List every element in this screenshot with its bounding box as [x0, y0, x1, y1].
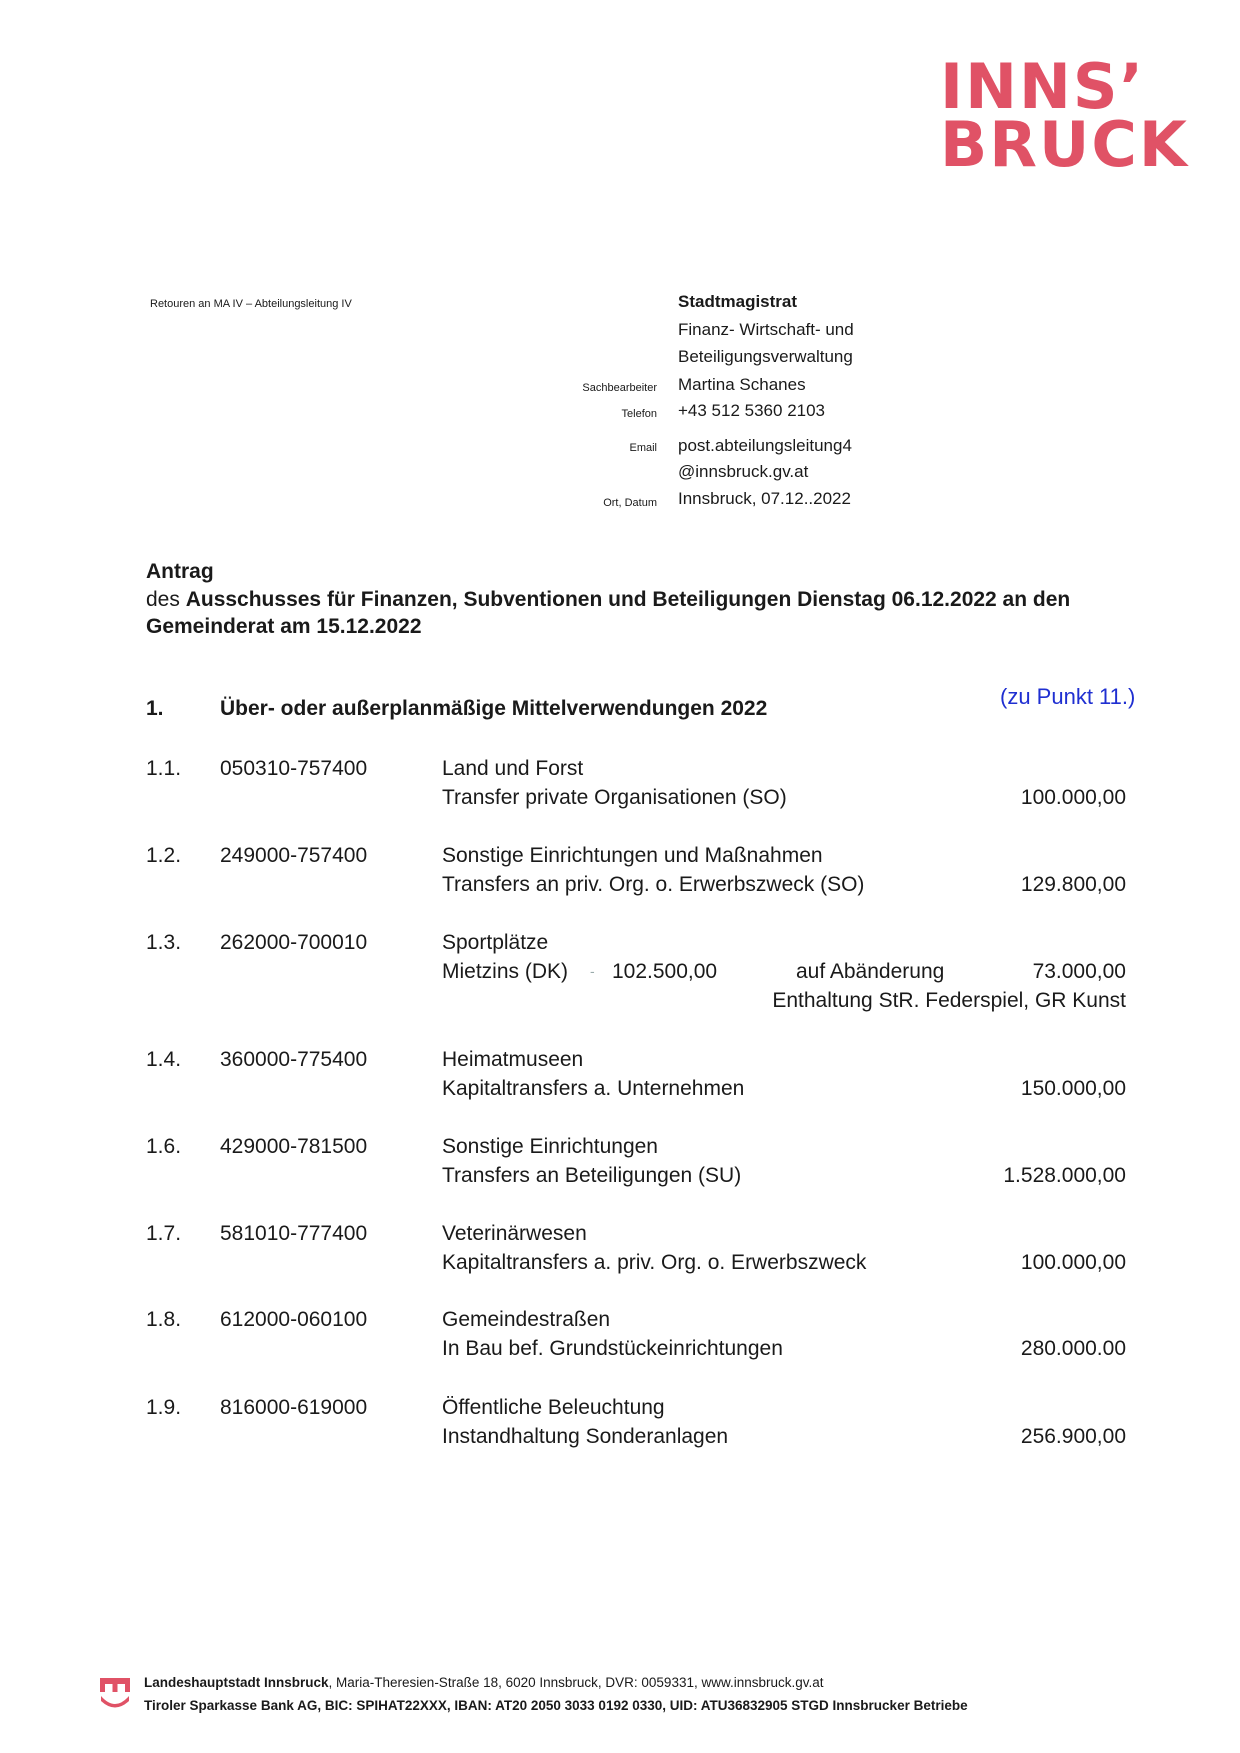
- item-code: 360000-775400: [220, 1048, 368, 1071]
- department: Stadtmagistrat: [678, 292, 798, 311]
- place-date-label: Ort, Datum: [603, 497, 657, 509]
- clerk-value: Martina Schanes: [678, 375, 806, 394]
- item-dash: -: [590, 963, 595, 979]
- item-number: 1.8.: [146, 1308, 182, 1331]
- item-number: 1.2.: [146, 844, 182, 867]
- item-code: 429000-781500: [220, 1135, 368, 1158]
- item-amount: 1.528.000,00: [1003, 1164, 1126, 1187]
- item-code: 581010-777400: [220, 1222, 368, 1245]
- item-description: Mietzins (DK): [442, 960, 569, 983]
- item-original-amount: 102.500,00: [612, 960, 718, 983]
- item-amount: 150.000,00: [1020, 1077, 1126, 1100]
- item-code: 050310-757400: [220, 757, 368, 780]
- item-amount: 280.000.00: [1020, 1337, 1126, 1360]
- section-reference: (zu Punkt 11.): [1000, 684, 1136, 709]
- item-number: 1.4.: [146, 1048, 182, 1071]
- item-description: Kapitaltransfers a. Unternehmen: [442, 1077, 745, 1100]
- phone-label: Telefon: [621, 408, 657, 420]
- item-description: Transfers an Beteiligungen (SU): [442, 1164, 742, 1187]
- item-title: Gemeindestraßen: [442, 1308, 611, 1331]
- item-description: Kapitaltransfers a. priv. Org. o. Erwerbszweck: [442, 1251, 867, 1274]
- email-value-line-2: @innsbruck.gv.at: [678, 462, 809, 481]
- item-title: Öffentliche Beleuchtung: [442, 1396, 665, 1419]
- item-title: Veterinärwesen: [442, 1222, 587, 1245]
- email-value-line-1: post.abteilungsleitung4: [678, 436, 852, 455]
- item-extra-note: Enthaltung StR. Federspiel, GR Kunst: [772, 989, 1126, 1012]
- item-title: Sonstige Einrichtungen: [442, 1135, 658, 1158]
- footer-line-1: [144, 1675, 824, 1690]
- item-description: Instandhaltung Sonderanlagen: [442, 1425, 729, 1448]
- footer-address: , Maria-Theresien-Straße 18, 6020 Innsbruck, DVR: 0059331, www.innsbruck.gv.at: [328, 1675, 824, 1690]
- antrag-body: [146, 586, 1126, 640]
- item-note: auf Abänderung: [796, 960, 945, 983]
- item-number: 1.7.: [146, 1222, 182, 1245]
- section-title: Über- oder außerplanmäßige Mittelverwendungen 2022: [220, 697, 768, 720]
- item-amount: 100.000,00: [1020, 1251, 1126, 1274]
- footer-line-2: Tiroler Sparkasse Bank AG, BIC: SPIHAT22XXX, IBAN: AT20 2050 3033 0192 0330, UID: ATU36832905 STGD Innsbrucker Betriebe: [144, 1698, 968, 1713]
- item-code: 249000-757400: [220, 844, 368, 867]
- item-code: 612000-060100: [220, 1308, 368, 1331]
- clerk-label: Sachbearbeiter: [582, 382, 657, 394]
- subdepartment-line-1: Finanz- Wirtschaft- und: [678, 320, 854, 339]
- logo-line-2: BRUCK: [940, 108, 1189, 181]
- subdepartment-line-2: Beteiligungsverwaltung: [678, 347, 853, 366]
- antrag-title: Antrag: [146, 560, 214, 583]
- phone-value: +43 512 5360 2103: [678, 401, 826, 420]
- antrag-prefix: des: [146, 588, 186, 611]
- item-title: Heimatmuseen: [442, 1048, 584, 1071]
- item-description: Transfer private Organisationen (SO): [442, 786, 787, 809]
- item-amount: 256.900,00: [1020, 1425, 1126, 1448]
- item-number: 1.3.: [146, 931, 182, 954]
- item-amount: 129.800,00: [1020, 873, 1126, 896]
- item-number: 1.9.: [146, 1396, 182, 1419]
- item-description: In Bau bef. Grundstückeinrichtungen: [442, 1337, 783, 1360]
- email-label: Email: [629, 442, 657, 454]
- item-title: Sportplätze: [442, 931, 549, 954]
- item-number: 1.1.: [146, 757, 182, 780]
- item-title: Sonstige Einrichtungen und Maßnahmen: [442, 844, 823, 867]
- item-amount: 73.000,00: [1032, 960, 1126, 983]
- logo-line-1: INNS’: [940, 50, 1146, 123]
- item-amount: 100.000,00: [1020, 786, 1126, 809]
- innsbruck-bridge-icon: [98, 1676, 132, 1715]
- antrag-body-bold: Ausschusses für Finanzen, Subventionen und Beteiligungen Dienstag 06.12.2022 an den Gemeinderat am 15.12.2022: [146, 588, 1071, 638]
- item-number: 1.6.: [146, 1135, 182, 1158]
- return-note: Retouren an MA IV – Abteilungsleitung IV: [150, 298, 352, 310]
- section-number: 1.: [146, 697, 164, 720]
- item-description: Transfers an priv. Org. o. Erwerbszweck (SO): [442, 873, 865, 896]
- item-title: Land und Forst: [442, 757, 584, 780]
- item-code: 262000-700010: [220, 931, 368, 954]
- place-date-value: Innsbruck, 07.12..2022: [678, 489, 851, 508]
- innsbruck-logo: [940, 50, 1189, 181]
- footer-city: Landeshauptstadt Innsbruck: [144, 1675, 329, 1690]
- item-code: 816000-619000: [220, 1396, 368, 1419]
